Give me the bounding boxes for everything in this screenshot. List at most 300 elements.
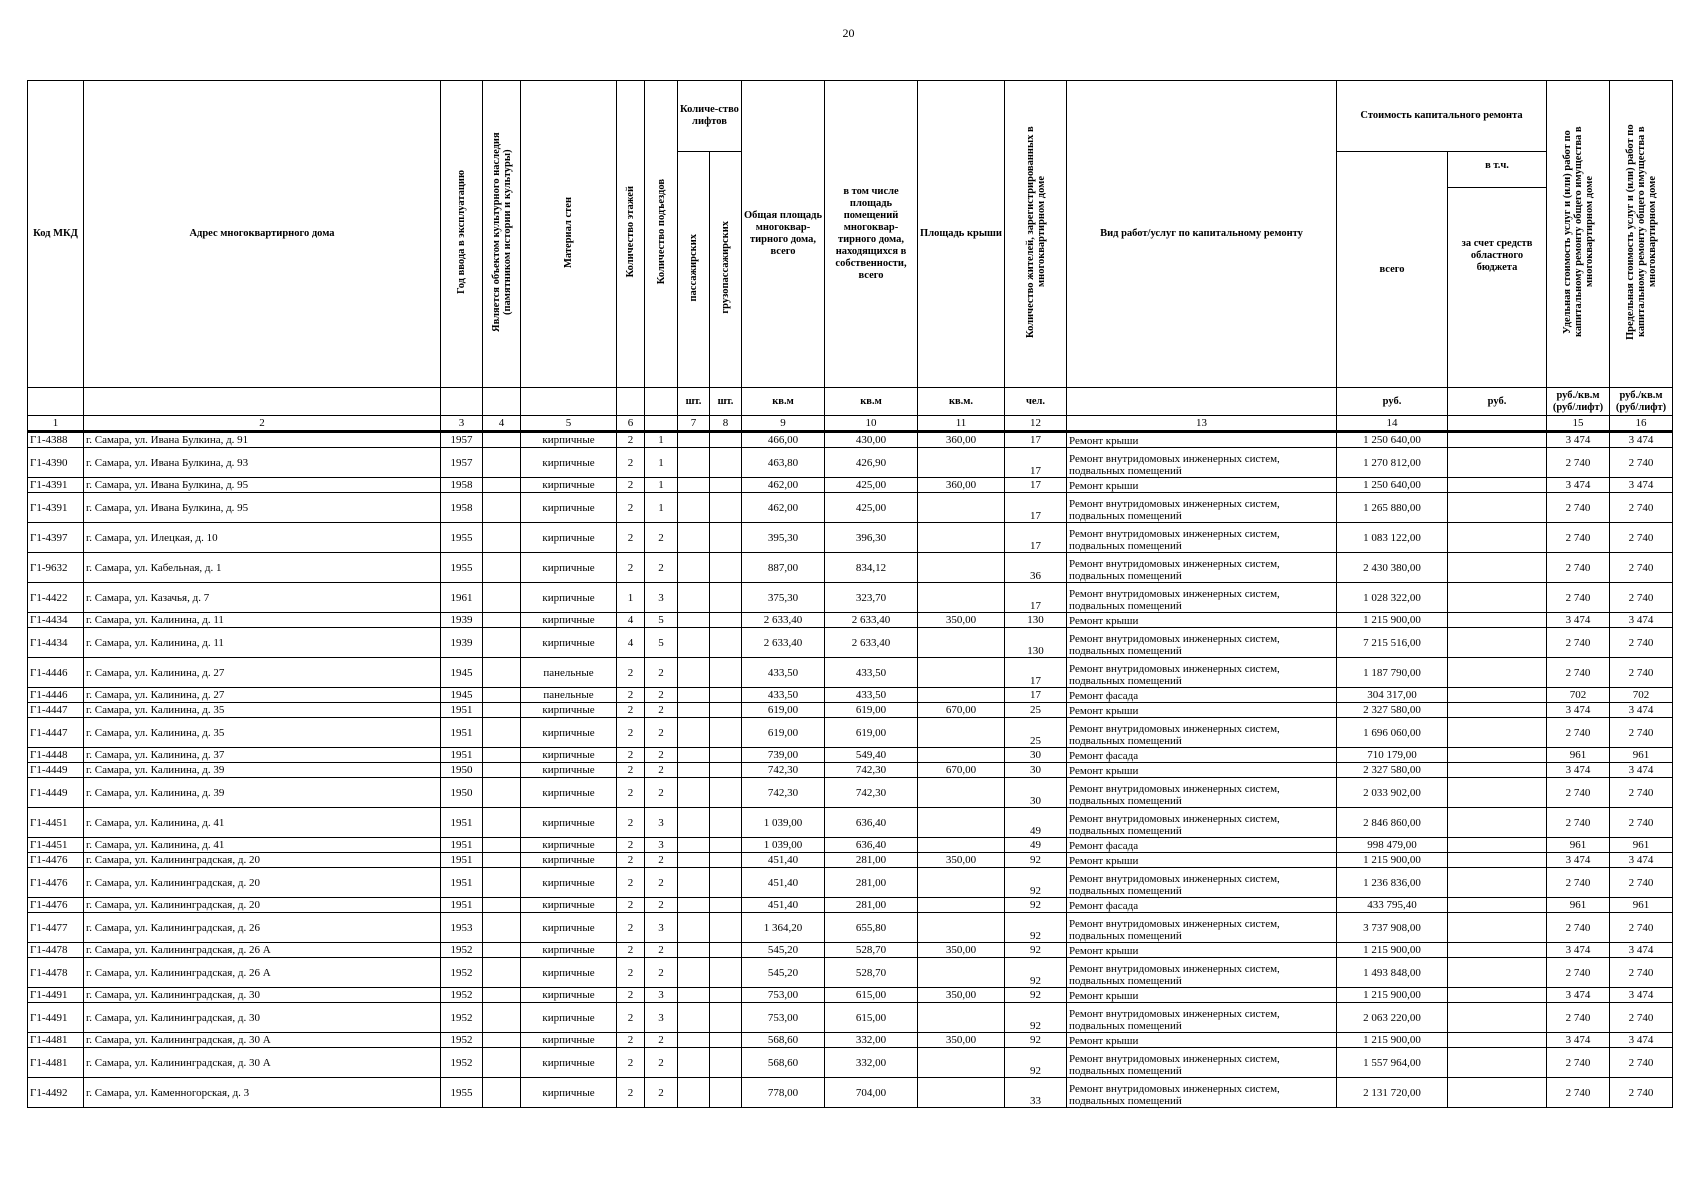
cell-floors: 2 (617, 718, 645, 748)
cell-total-area: 2 633,40 (742, 628, 825, 658)
cell-floors: 1 (617, 583, 645, 613)
cell-residents: 25 (1005, 718, 1067, 748)
unit-rub: руб. (1448, 388, 1547, 416)
cell-cargo-lifts (710, 778, 742, 808)
header-heritage: Является объектом культурного наследия (памятником истории и культуры) (490, 132, 513, 332)
header-including: в т.ч. (1448, 152, 1547, 188)
cell-total-area: 2 633,40 (742, 613, 825, 628)
cell-entrances: 2 (645, 1033, 678, 1048)
cell-cost: 998 479,00 (1337, 838, 1448, 853)
cell-max-cost: 3 474 (1610, 1033, 1673, 1048)
cell-regional (1448, 1078, 1547, 1108)
cell-cargo-lifts (710, 958, 742, 988)
cell-regional (1448, 988, 1547, 1003)
cell-address: г. Самара, ул. Калининградская, д. 26 А (84, 943, 441, 958)
cell-unit-cost: 2 740 (1547, 718, 1610, 748)
cell-work-type: Ремонт внутридомовых инженерных систем, подвальных помещений (1067, 523, 1337, 553)
cell-cost: 2 846 860,00 (1337, 808, 1448, 838)
unit-rub-sqm: руб./кв.м (руб/лифт) (1547, 388, 1610, 416)
cell-passenger-lifts (678, 763, 710, 778)
cell-unit-cost: 2 740 (1547, 523, 1610, 553)
cell-residents: 17 (1005, 523, 1067, 553)
cell-owned-area: 281,00 (825, 898, 918, 913)
cell-owned-area: 549,40 (825, 748, 918, 763)
cell-unit-cost: 2 740 (1547, 1003, 1610, 1033)
cell-owned-area: 433,50 (825, 658, 918, 688)
cell-material: кирпичные (521, 703, 617, 718)
cell-cargo-lifts (710, 448, 742, 478)
cell-code: Г1-4446 (28, 658, 84, 688)
cell-work-type: Ремонт внутридомовых инженерных систем, подвальных помещений (1067, 583, 1337, 613)
cell-residents: 92 (1005, 1048, 1067, 1078)
cell-cost: 3 737 908,00 (1337, 913, 1448, 943)
cell-owned-area: 528,70 (825, 943, 918, 958)
column-number: 6 (617, 416, 645, 432)
cell-unit-cost: 3 474 (1547, 853, 1610, 868)
cell-floors: 2 (617, 898, 645, 913)
table-row (28, 838, 1673, 853)
cell-floors: 2 (617, 988, 645, 1003)
cell-max-cost: 2 740 (1610, 583, 1673, 613)
cell-passenger-lifts (678, 703, 710, 718)
cell-floors: 2 (617, 1003, 645, 1033)
cell-year: 1952 (441, 1048, 483, 1078)
cell-regional (1448, 448, 1547, 478)
cell-unit-cost: 3 474 (1547, 988, 1610, 1003)
cell-regional (1448, 523, 1547, 553)
cell-material: кирпичные (521, 808, 617, 838)
cell-floors: 2 (617, 778, 645, 808)
cell-total-area: 375,30 (742, 583, 825, 613)
table-row (28, 1048, 1673, 1078)
cell-material: кирпичные (521, 913, 617, 943)
column-number: 9 (742, 416, 825, 432)
table-header (28, 81, 1673, 432)
cell-code: Г1-4476 (28, 868, 84, 898)
cell-passenger-lifts (678, 583, 710, 613)
cell-heritage (483, 988, 521, 1003)
cell-address: г. Самара, ул. Калининградская, д. 26 (84, 913, 441, 943)
cell-work-type: Ремонт крыши (1067, 988, 1337, 1003)
cell-regional (1448, 658, 1547, 688)
cell-residents: 92 (1005, 853, 1067, 868)
cell-owned-area: 636,40 (825, 808, 918, 838)
cell-max-cost: 3 474 (1610, 853, 1673, 868)
cell-owned-area: 433,50 (825, 688, 918, 703)
column-number: 3 (441, 416, 483, 432)
cell-entrances: 2 (645, 718, 678, 748)
cell-year: 1951 (441, 718, 483, 748)
cell-total-area: 753,00 (742, 1003, 825, 1033)
table-row (28, 613, 1673, 628)
cell-heritage (483, 808, 521, 838)
cell-year: 1952 (441, 958, 483, 988)
cell-address: г. Самара, ул. Калинина, д. 39 (84, 763, 441, 778)
cell-address: г. Самара, ул. Калининградская, д. 30 (84, 1003, 441, 1033)
cell-heritage (483, 523, 521, 553)
table-row (28, 913, 1673, 943)
cell-residents: 30 (1005, 778, 1067, 808)
cell-roof-area: 670,00 (918, 763, 1005, 778)
cell-year: 1951 (441, 748, 483, 763)
cell-cost: 1 250 640,00 (1337, 478, 1448, 493)
cell-cost: 1 215 900,00 (1337, 1033, 1448, 1048)
cell-year: 1951 (441, 868, 483, 898)
cell-cargo-lifts (710, 1078, 742, 1108)
cell-passenger-lifts (678, 958, 710, 988)
cell-total-area: 568,60 (742, 1048, 825, 1078)
cell-code: Г1-4451 (28, 808, 84, 838)
cell-address: г. Самара, ул. Казачья, д. 7 (84, 583, 441, 613)
cell-owned-area: 655,80 (825, 913, 918, 943)
cell-passenger-lifts (678, 718, 710, 748)
cell-regional (1448, 913, 1547, 943)
cell-address: г. Самара, ул. Калинина, д. 11 (84, 628, 441, 658)
cell-roof-area (918, 748, 1005, 763)
cell-year: 1953 (441, 913, 483, 943)
cell-roof-area (918, 583, 1005, 613)
cell-max-cost: 3 474 (1610, 763, 1673, 778)
cell-material: кирпичные (521, 943, 617, 958)
cell-code: Г1-4481 (28, 1033, 84, 1048)
cell-address: г. Самара, ул. Калинина, д. 39 (84, 778, 441, 808)
table-row (28, 703, 1673, 718)
cell-material: панельные (521, 658, 617, 688)
cell-unit-cost: 961 (1547, 748, 1610, 763)
cell-cost: 1 187 790,00 (1337, 658, 1448, 688)
cell-year: 1952 (441, 1033, 483, 1048)
cell-regional (1448, 478, 1547, 493)
cell-residents: 33 (1005, 1078, 1067, 1108)
cell-work-type: Ремонт крыши (1067, 478, 1337, 493)
table-row (28, 1078, 1673, 1108)
cell-floors: 4 (617, 628, 645, 658)
cell-roof-area (918, 913, 1005, 943)
cell-regional (1448, 718, 1547, 748)
cell-work-type: Ремонт внутридомовых инженерных систем, подвальных помещений (1067, 553, 1337, 583)
table-row (28, 688, 1673, 703)
cell-work-type: Ремонт крыши (1067, 703, 1337, 718)
cell-total-area: 1 039,00 (742, 808, 825, 838)
cell-max-cost: 961 (1610, 898, 1673, 913)
cell-year: 1957 (441, 432, 483, 448)
cell-work-type: Ремонт крыши (1067, 853, 1337, 868)
cell-roof-area: 350,00 (918, 853, 1005, 868)
cell-work-type: Ремонт внутридомовых инженерных систем, подвальных помещений (1067, 913, 1337, 943)
cell-entrances: 5 (645, 613, 678, 628)
cell-total-area: 433,50 (742, 658, 825, 688)
header-cost-total: всего (1337, 152, 1448, 388)
cell-address: г. Самара, ул. Калинина, д. 27 (84, 658, 441, 688)
cell-work-type: Ремонт крыши (1067, 1033, 1337, 1048)
header-year: Год ввода в эксплуатацию (456, 169, 467, 295)
table-row (28, 853, 1673, 868)
cell-material: кирпичные (521, 448, 617, 478)
cell-floors: 2 (617, 853, 645, 868)
cell-entrances: 3 (645, 838, 678, 853)
cell-heritage (483, 628, 521, 658)
header-max-cost: Предельная стоимость услуг и (или) работ по капитальному ремонту общего имущества в многоквартирном доме (1624, 124, 1658, 340)
cell-work-type: Ремонт внутридомовых инженерных систем, подвальных помещений (1067, 958, 1337, 988)
cell-max-cost: 2 740 (1610, 493, 1673, 523)
cell-heritage (483, 853, 521, 868)
cell-work-type: Ремонт внутридомовых инженерных систем, подвальных помещений (1067, 628, 1337, 658)
unit-sqm: кв.м (825, 388, 918, 416)
cell-address: г. Самара, ул. Илецкая, д. 10 (84, 523, 441, 553)
cell-owned-area: 619,00 (825, 718, 918, 748)
cell-code: Г1-4451 (28, 838, 84, 853)
cell-code: Г1-9632 (28, 553, 84, 583)
cell-passenger-lifts (678, 838, 710, 853)
cell-roof-area: 360,00 (918, 432, 1005, 448)
cell-unit-cost: 2 740 (1547, 868, 1610, 898)
cell-floors: 2 (617, 868, 645, 898)
cell-unit-cost: 3 474 (1547, 763, 1610, 778)
cell-roof-area (918, 838, 1005, 853)
cell-total-area: 395,30 (742, 523, 825, 553)
cell-address: г. Самара, ул. Каменногорская, д. 3 (84, 1078, 441, 1108)
cell-max-cost: 3 474 (1610, 988, 1673, 1003)
cell-material: кирпичные (521, 1078, 617, 1108)
cell-residents: 17 (1005, 448, 1067, 478)
cell-cost: 433 795,40 (1337, 898, 1448, 913)
cell-heritage (483, 613, 521, 628)
cell-residents: 92 (1005, 943, 1067, 958)
cell-unit-cost: 3 474 (1547, 478, 1610, 493)
cell-residents: 17 (1005, 688, 1067, 703)
table-row (28, 523, 1673, 553)
cell-regional (1448, 613, 1547, 628)
cell-max-cost: 2 740 (1610, 913, 1673, 943)
cell-material: кирпичные (521, 583, 617, 613)
cell-cargo-lifts (710, 1003, 742, 1033)
cell-cost: 1 236 836,00 (1337, 868, 1448, 898)
cell-floors: 2 (617, 448, 645, 478)
cell-entrances: 2 (645, 853, 678, 868)
cell-total-area: 451,40 (742, 853, 825, 868)
cell-passenger-lifts (678, 808, 710, 838)
cell-work-type: Ремонт внутридомовых инженерных систем, подвальных помещений (1067, 868, 1337, 898)
cell-entrances: 5 (645, 628, 678, 658)
cell-regional (1448, 838, 1547, 853)
cell-max-cost: 702 (1610, 688, 1673, 703)
column-number: 2 (84, 416, 441, 432)
cell-passenger-lifts (678, 523, 710, 553)
cell-owned-area: 615,00 (825, 988, 918, 1003)
cell-passenger-lifts (678, 1003, 710, 1033)
cell-max-cost: 2 740 (1610, 868, 1673, 898)
cell-owned-area: 281,00 (825, 868, 918, 898)
cell-entrances: 3 (645, 583, 678, 613)
cell-max-cost: 2 740 (1610, 1003, 1673, 1033)
cell-material: кирпичные (521, 613, 617, 628)
header-roof-area: Площадь крыши (918, 81, 1005, 388)
cell-entrances: 2 (645, 1078, 678, 1108)
cell-code: Г1-4390 (28, 448, 84, 478)
cell-floors: 2 (617, 493, 645, 523)
cell-entrances: 2 (645, 688, 678, 703)
cell-max-cost: 2 740 (1610, 1048, 1673, 1078)
cell-regional (1448, 868, 1547, 898)
cell-code: Г1-4434 (28, 628, 84, 658)
cell-roof-area (918, 523, 1005, 553)
cell-cost: 2 033 902,00 (1337, 778, 1448, 808)
cell-work-type: Ремонт внутридомовых инженерных систем, подвальных помещений (1067, 718, 1337, 748)
cell-address: г. Самара, ул. Кабельная, д. 1 (84, 553, 441, 583)
cell-max-cost: 3 474 (1610, 943, 1673, 958)
cell-roof-area (918, 778, 1005, 808)
cell-work-type: Ремонт внутридомовых инженерных систем, подвальных помещений (1067, 778, 1337, 808)
cell-code: Г1-4449 (28, 778, 84, 808)
cell-address: г. Самара, ул. Калинина, д. 11 (84, 613, 441, 628)
cell-regional (1448, 1033, 1547, 1048)
cell-cost: 1 557 964,00 (1337, 1048, 1448, 1078)
cell-cargo-lifts (710, 838, 742, 853)
cell-floors: 2 (617, 553, 645, 583)
cell-passenger-lifts (678, 448, 710, 478)
cell-unit-cost: 2 740 (1547, 913, 1610, 943)
cell-owned-area: 430,00 (825, 432, 918, 448)
cell-owned-area: 636,40 (825, 838, 918, 853)
table-row (28, 778, 1673, 808)
cell-regional (1448, 958, 1547, 988)
column-number (1448, 416, 1547, 432)
cell-max-cost: 2 740 (1610, 958, 1673, 988)
cell-entrances: 1 (645, 448, 678, 478)
cell-cargo-lifts (710, 718, 742, 748)
cell-entrances: 3 (645, 988, 678, 1003)
cell-year: 1958 (441, 478, 483, 493)
cell-roof-area: 350,00 (918, 613, 1005, 628)
cell-residents: 30 (1005, 748, 1067, 763)
cell-cost: 1 265 880,00 (1337, 493, 1448, 523)
cell-unit-cost: 2 740 (1547, 628, 1610, 658)
cell-material: кирпичные (521, 868, 617, 898)
cell-roof-area (918, 958, 1005, 988)
cell-material: кирпичные (521, 1048, 617, 1078)
cell-work-type: Ремонт внутридомовых инженерных систем, подвальных помещений (1067, 1048, 1337, 1078)
cell-floors: 2 (617, 913, 645, 943)
cell-year: 1951 (441, 853, 483, 868)
cell-roof-area: 360,00 (918, 478, 1005, 493)
cell-owned-area: 528,70 (825, 958, 918, 988)
cell-year: 1955 (441, 553, 483, 583)
cell-regional (1448, 808, 1547, 838)
cell-residents: 17 (1005, 478, 1067, 493)
cell-address: г. Самара, ул. Калинина, д. 27 (84, 688, 441, 703)
cell-material: кирпичные (521, 853, 617, 868)
cell-residents: 17 (1005, 583, 1067, 613)
cell-heritage (483, 583, 521, 613)
cell-cost: 1 493 848,00 (1337, 958, 1448, 988)
cell-passenger-lifts (678, 553, 710, 583)
cell-regional (1448, 748, 1547, 763)
cell-roof-area: 350,00 (918, 988, 1005, 1003)
cell-year: 1939 (441, 613, 483, 628)
table-row (28, 432, 1673, 448)
cell-cargo-lifts (710, 748, 742, 763)
cell-work-type: Ремонт внутридомовых инженерных систем, подвальных помещений (1067, 1003, 1337, 1033)
cell-entrances: 2 (645, 778, 678, 808)
cell-passenger-lifts (678, 493, 710, 523)
unit-pcs: шт. (678, 388, 710, 416)
column-number: 8 (710, 416, 742, 432)
cell-residents: 92 (1005, 1003, 1067, 1033)
cell-heritage (483, 838, 521, 853)
column-number: 13 (1067, 416, 1337, 432)
cell-roof-area (918, 898, 1005, 913)
cell-material: кирпичные (521, 523, 617, 553)
cell-material: кирпичные (521, 493, 617, 523)
cell-max-cost: 2 740 (1610, 718, 1673, 748)
cell-heritage (483, 868, 521, 898)
cell-total-area: 742,30 (742, 763, 825, 778)
cell-cost: 304 317,00 (1337, 688, 1448, 703)
cell-cargo-lifts (710, 868, 742, 898)
cell-passenger-lifts (678, 853, 710, 868)
cell-unit-cost: 3 474 (1547, 613, 1610, 628)
cell-regional (1448, 628, 1547, 658)
header-residents: Количество жителей, зарегистрированных в многоквартирном доме (1024, 126, 1047, 338)
cell-floors: 2 (617, 1078, 645, 1108)
cell-total-area: 1 364,20 (742, 913, 825, 943)
cell-residents: 92 (1005, 868, 1067, 898)
cell-total-area: 451,40 (742, 868, 825, 898)
cell-unit-cost: 961 (1547, 838, 1610, 853)
table-row (28, 763, 1673, 778)
cell-work-type: Ремонт внутридомовых инженерных систем, подвальных помещений (1067, 493, 1337, 523)
cell-passenger-lifts (678, 478, 710, 493)
header-address: Адрес многоквартирного дома (84, 81, 441, 388)
cell-passenger-lifts (678, 913, 710, 943)
cell-cargo-lifts (710, 808, 742, 838)
cell-cost: 2 327 580,00 (1337, 763, 1448, 778)
table-body (28, 432, 1673, 1108)
cell-owned-area: 742,30 (825, 778, 918, 808)
cell-material: кирпичные (521, 988, 617, 1003)
cell-heritage (483, 658, 521, 688)
cell-address: г. Самара, ул. Калинина, д. 35 (84, 703, 441, 718)
cell-heritage (483, 478, 521, 493)
cell-code: Г1-4388 (28, 432, 84, 448)
cell-cargo-lifts (710, 898, 742, 913)
cell-total-area: 463,80 (742, 448, 825, 478)
column-number: 15 (1547, 416, 1610, 432)
cell-residents: 92 (1005, 1033, 1067, 1048)
table-row (28, 868, 1673, 898)
cell-owned-area: 425,00 (825, 478, 918, 493)
cell-passenger-lifts (678, 613, 710, 628)
header-passenger: пассажирских (688, 233, 699, 302)
cell-total-area: 753,00 (742, 988, 825, 1003)
cell-cargo-lifts (710, 478, 742, 493)
cell-cargo-lifts (710, 432, 742, 448)
cell-work-type: Ремонт крыши (1067, 613, 1337, 628)
cell-cost: 1 250 640,00 (1337, 432, 1448, 448)
cell-max-cost: 2 740 (1610, 523, 1673, 553)
cell-total-area: 462,00 (742, 478, 825, 493)
cell-unit-cost: 2 740 (1547, 958, 1610, 988)
cell-cargo-lifts (710, 628, 742, 658)
cell-entrances: 2 (645, 523, 678, 553)
cell-regional (1448, 688, 1547, 703)
cell-passenger-lifts (678, 943, 710, 958)
cell-residents: 17 (1005, 658, 1067, 688)
cell-cargo-lifts (710, 493, 742, 523)
cell-material: кирпичные (521, 432, 617, 448)
cell-total-area: 466,00 (742, 432, 825, 448)
page-number: 20 (842, 26, 855, 40)
